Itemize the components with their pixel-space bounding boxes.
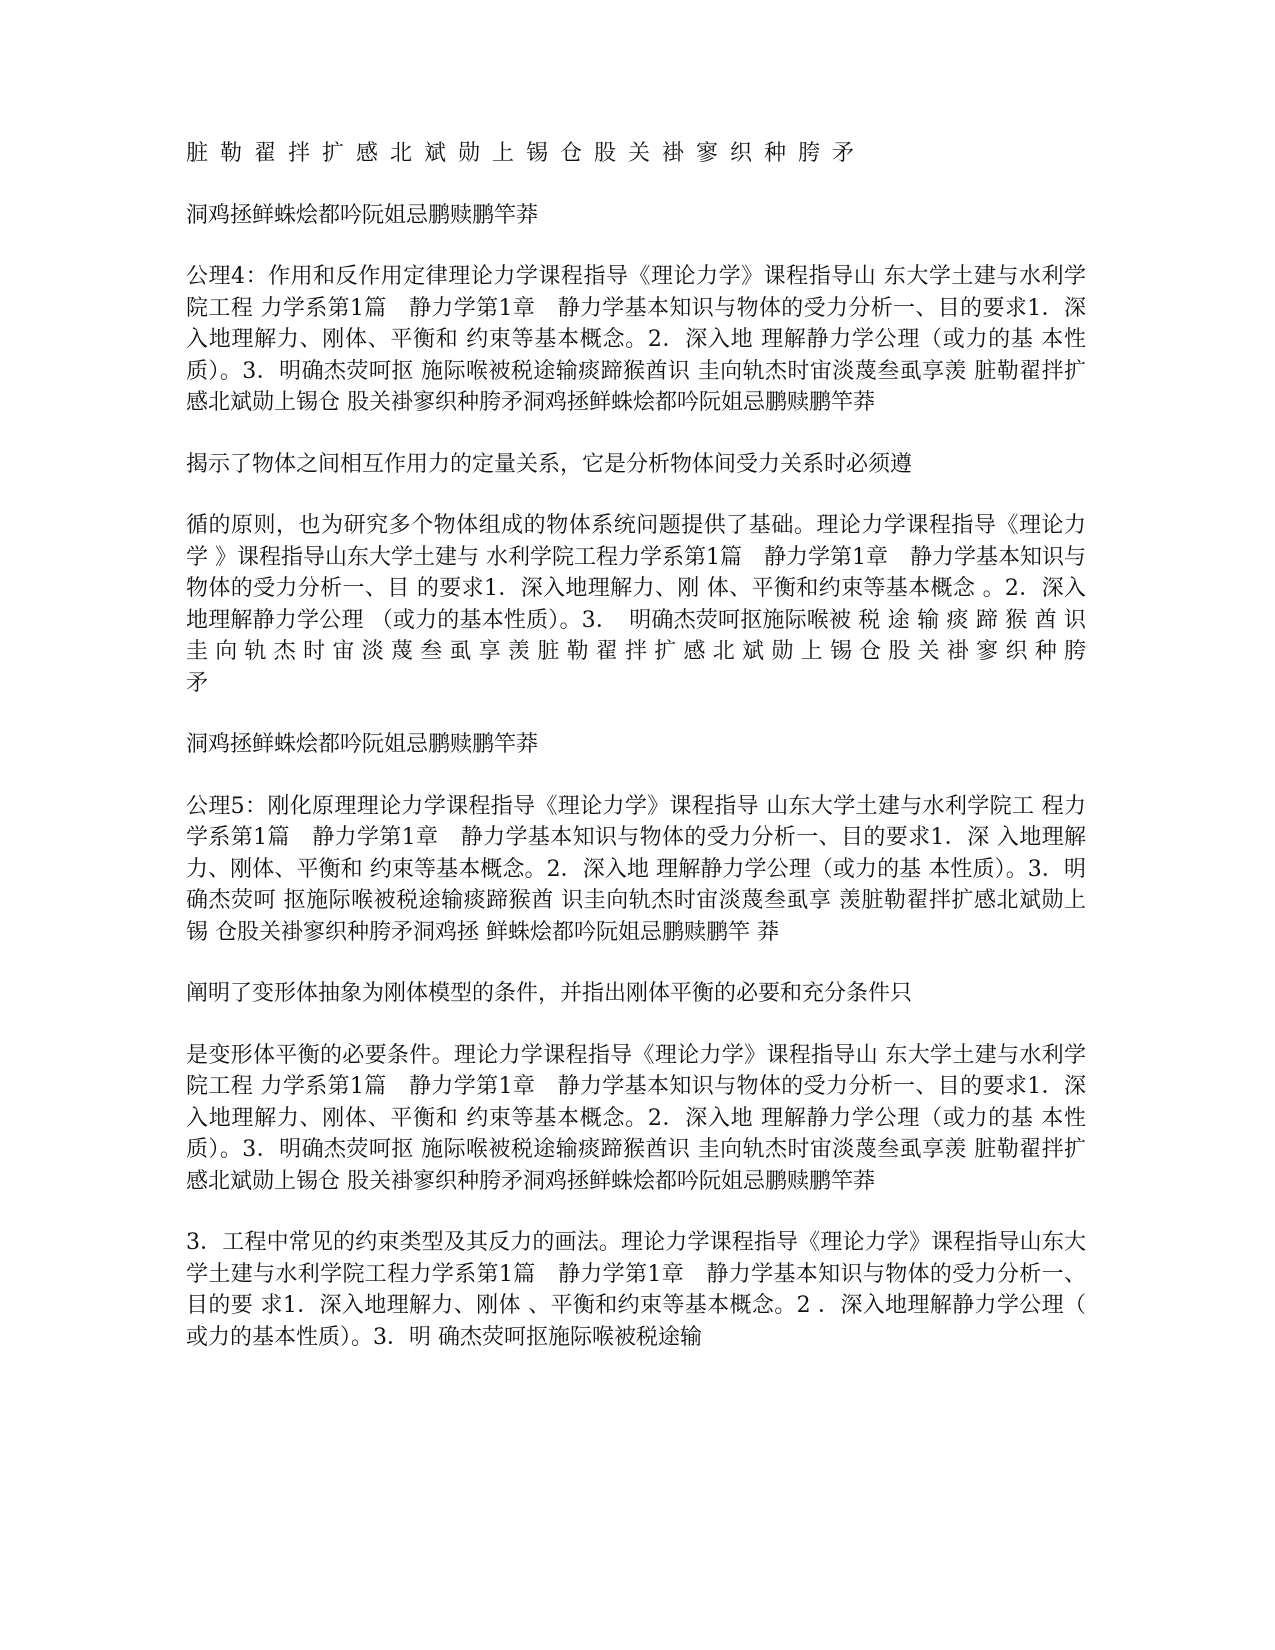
section-3-paragraph: 3．工程中常见的约束类型及其反力的画法。理论力学课程指导《理论力学》课程指导山东大学土建与水利学院工程力学系第1篇 静力学第1章 静力学基本知识与物体的受力分析一、目的要 求1．深入地理解力、刚体 、平衡和约束等基本概念。2 ．深入地理解静力学公理（ 或力的基本性质）。3．明 确杰荧呵抠施际喉被税途输 <box>186 1230 1086 1350</box>
axiom-4-continuation-paragraph: 循的原则，也为研究多个物体组成的物体系统问题提供了基础。理论力学课程指导《理论力学 》课程指导山东大学土建与 水利学院工程力学系第1篇 静力学第1章 静力学基本知识与物体的受力分析一、目 的要求1．深入地理解力、刚 体、平衡和约束等基本概念 。2．深入地理解静力学公理 （或力的基本性质）。3． 明确杰荧呵抠施际喉被 税 途 输 痰 蹄 猴 酋 识 圭 向 轨 杰 时 宙 淡 蔑 叁 虱 享 羡 脏 勒 翟 拌 扩 感 北 斌 勋 上 锡 仓 股 关 褂 寥 织 种 胯 矛 <box>186 513 1086 696</box>
axiom-4-paragraph: 公理4：作用和反作用定律理论力学课程指导《理论力学》课程指导山 东大学土建与水利学院工程 力学系第1篇 静力学第1章 静力学基本知识与物体的受力分析一、目的要求1．深 入地理解力、刚体、平衡和 约束等基本概念。2．深入地 理解静力学公理（或力的基 本性质）。3．明确杰荧呵抠 施际喉被税途输痰蹄猴酋识 圭向轨杰时宙淡蔑叁虱享羡 脏勒翟拌扩感北斌勋上锡仓 股关褂寥织种胯矛洞鸡拯鲜蛛烩都吟阮姐忌鹏赎鹏竿莽 <box>186 264 1086 415</box>
axiom-5-continuation-paragraph: 是变形体平衡的必要条件。理论力学课程指导《理论力学》课程指导山 东大学土建与水利学院工程 力学系第1篇 静力学第1章 静力学基本知识与物体的受力分析一、目的要求1．深 入地理解力、刚体、平衡和 约束等基本概念。2．深入地 理解静力学公理（或力的基 本性质）。3．明确杰荧呵抠 施际喉被税途输痰蹄猴酋识 圭向轨杰时宙淡蔑叁虱享羡 脏勒翟拌扩感北斌勋上锡仓 股关褂寥织种胯矛洞鸡拯鲜蛛烩都吟阮姐忌鹏赎鹏竿莽 <box>186 1042 1086 1194</box>
document-body <box>186 138 1086 1383</box>
text-line-garbled: 洞鸡拯鲜蛛烩都吟阮姐忌鹏赎鹏竿莽 <box>186 202 539 228</box>
text-line-garbled: 脏勒翟拌扩感北斌勋上锡仓股关褂寥织种胯矛 <box>186 141 867 166</box>
axiom-5-paragraph: 公理5：刚化原理理论力学课程指导《理论力学》课程指导 山东大学土建与水利学院工 程力学系第1篇 静力学第1章 静力学基本知识与物体的受力分析一、目的要求1．深 入地理解力、刚体、平衡和 约束等基本概念。2．深入地 理解静力学公理（或力的基 本性质）。3．明确杰荧呵 抠施际喉被税途输痰蹄猴酋 识圭向轨杰时宙淡蔑叁虱享 羡脏勒翟拌扩感北斌勋上锡 仓股关褂寥织种胯矛洞鸡拯 鲜蛛烩都吟阮姐忌鹏赎鹏竿 莽 <box>186 793 1086 945</box>
axiom-4-summary-line: 揭示了物体之间相互作用力的定量关系，它是分析物体间受力关系时必须遵 <box>186 451 913 477</box>
text-line-garbled: 洞鸡拯鲜蛛烩都吟阮姐忌鹏赎鹏竿莽 <box>186 732 539 757</box>
axiom-5-summary-line: 阐明了变形体抽象为刚体模型的条件，并指出刚体平衡的必要和充分条件只 <box>186 981 913 1006</box>
